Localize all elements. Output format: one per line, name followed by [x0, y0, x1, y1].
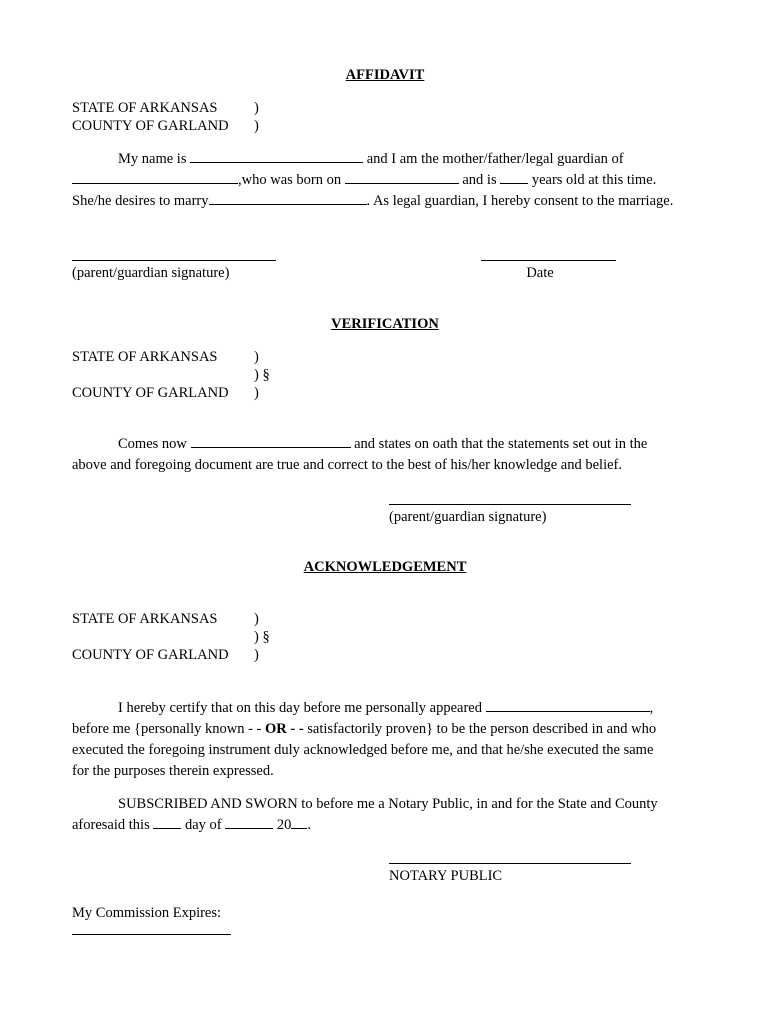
affidavit-consent-text: . As legal guardian, I hereby consent to the marriage. [366, 193, 674, 209]
affidavit-county-label: COUNTY OF GARLAND [72, 118, 229, 134]
verification-name-blank[interactable] [191, 434, 351, 448]
ack-day-blank[interactable] [153, 815, 181, 829]
commission-expires-line[interactable] [72, 934, 231, 935]
affidavit-guardian-text: and I am the mother/father/legal guardian of [366, 151, 624, 167]
verification-title: VERIFICATION [331, 316, 439, 332]
birth-date-blank[interactable] [345, 170, 459, 184]
affidavit-age-prefix: and is [462, 172, 497, 188]
acknowledgement-title: ACKNOWLEDGEMENT [303, 559, 467, 575]
affidavit-signature-line[interactable] [72, 260, 276, 261]
ack-year-prefix: 20 [276, 817, 292, 833]
affidavit-title: AFFIDAVIT [345, 67, 425, 83]
verification-oath-text: and states on oath that the statements set out in the [354, 436, 648, 452]
affidavit-date-caption: Date [526, 265, 554, 281]
affidavit-signature-caption: (parent/guardian signature) [72, 265, 230, 281]
verification-state-label: STATE OF ARKANSAS [72, 349, 218, 365]
verification-comes-now: Comes now [118, 436, 187, 452]
affidavit-county-paren: ) [254, 118, 259, 134]
ack-month-blank[interactable] [225, 815, 273, 829]
affidavit-state-paren: ) [254, 100, 259, 116]
ack-sworn-line1: SUBSCRIBED AND SWORN to before me a Notary Public, in and for the State and County [118, 796, 658, 812]
ack-day-of-text: day of [184, 817, 222, 833]
ack-comma: , [649, 700, 654, 716]
ack-certify-text: I hereby certify that on this day before me personally appeared [118, 700, 482, 716]
ack-proven-text: satisfactorily proven} to be the person described in and who [307, 721, 657, 737]
affidavit-age-suffix: years old at this time. [531, 172, 657, 188]
ack-line3: executed the foregoing instrument duly acknowledged before me, and that he/she executed the same [72, 742, 654, 758]
ack-county-paren: ) [254, 647, 259, 663]
ack-section-paren: ) § [254, 629, 270, 645]
verification-oath-paragraph [72, 434, 698, 476]
affidavit-state-label: STATE OF ARKANSAS [72, 100, 218, 116]
child-name-blank[interactable] [72, 170, 238, 184]
ack-personally-known: before me {personally known - - [72, 721, 262, 737]
verification-signature-line[interactable] [389, 504, 631, 505]
affidavit-consent-paragraph [72, 149, 698, 212]
ack-appeared-name-blank[interactable] [486, 698, 650, 712]
verification-state-paren: ) [254, 349, 259, 365]
affidavit-born-text: ,who was born on [238, 172, 342, 188]
ack-state-label: STATE OF ARKANSAS [72, 611, 218, 627]
affidavit-marry-text: She/he desires to marry [72, 193, 209, 209]
verification-section-paren: ) § [254, 367, 270, 383]
affidavit-date-line[interactable] [481, 260, 616, 261]
ack-line4: for the purposes therein expressed. [72, 763, 274, 779]
verification-line2: above and foregoing document are true and correct to the best of his/her knowledge and belief. [72, 457, 622, 473]
age-blank[interactable] [500, 170, 528, 184]
ack-aforesaid-text: aforesaid this [72, 817, 150, 833]
parent-name-blank[interactable] [190, 149, 363, 163]
ack-county-label: COUNTY OF GARLAND [72, 647, 229, 663]
ack-or-text: OR - - [264, 721, 304, 737]
ack-period: . [307, 817, 311, 833]
commission-expires-label: My Commission Expires: [72, 905, 222, 921]
affidavit-name-prefix: My name is [118, 151, 187, 167]
verification-county-label: COUNTY OF GARLAND [72, 385, 229, 401]
verification-signature-caption: (parent/guardian signature) [389, 509, 547, 525]
ack-state-paren: ) [254, 611, 259, 627]
notary-signature-line[interactable] [389, 863, 631, 864]
ack-sworn-paragraph [72, 794, 698, 836]
notary-public-caption: NOTARY PUBLIC [389, 868, 503, 884]
spouse-name-blank[interactable] [209, 191, 367, 205]
ack-year-blank[interactable] [291, 815, 307, 829]
ack-certify-paragraph [72, 698, 698, 782]
verification-county-paren: ) [254, 385, 259, 401]
